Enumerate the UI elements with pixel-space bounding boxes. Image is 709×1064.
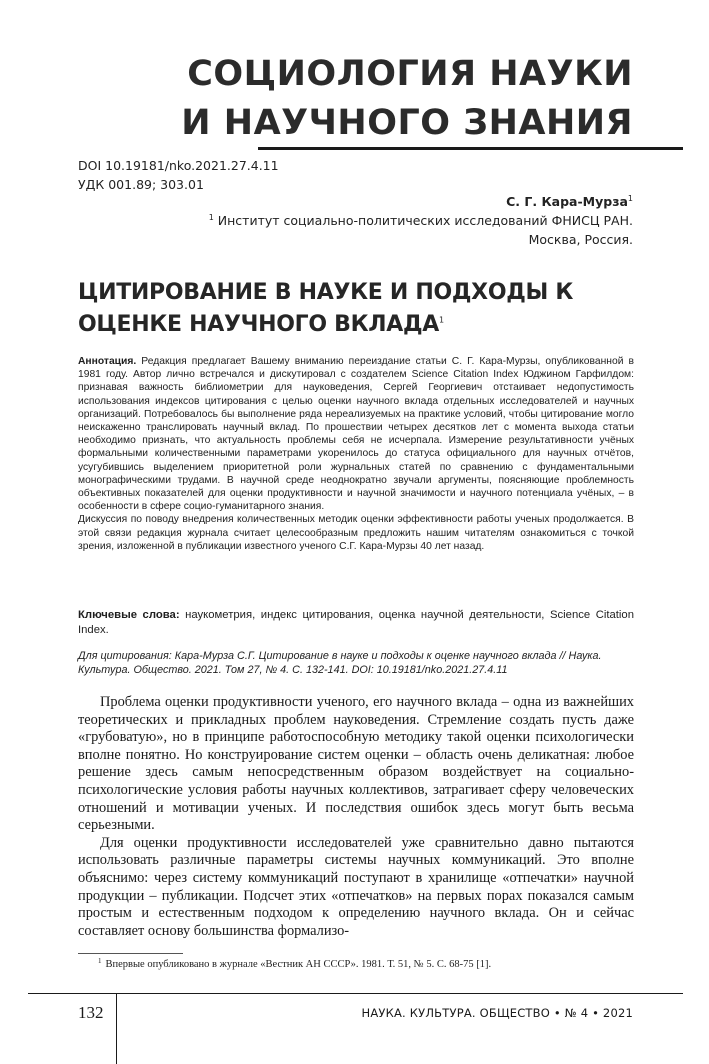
abstract-label: Аннотация. — [78, 356, 137, 367]
abstract-paragraph-1: Редакция предлагает Вашему вниманию переиздание статьи С. Г. Кара-Мурзы, опубликованной в 1981 году. Автор лично встречался и дискутировал с создателем Science Citation Index Юджином Гарфилдом: признавая важность библиометрии для науковедения, Сергей Георгиевич отстаивает недопустимость использования индексов цитирования с целью оценки научного вклада отдельных исследователей и научных организаций. Потребовалось бы выполнение ряда нереализуемых на практике условий, чтобы цитирование могло неискаженно транслировать научный вклад. По прошествии четырех десятков лет с момента выхода статьи необходимо признать, что актуальность проблемы себя не исчерпала. Измерение результативности учёных формальными количественными параметрами укоренилось до статуса официального для научных отчётов, усугубившись выделением приоритетной роли журнальных статей по сравнению с фундаментальными монографическими трудами. В научной среде неоднократно звучали аргументы, поясняющие проблемность объективных показателей для оценки продуктивности и научной значимости и научного потенциала учёных, – в особенности в сфере социо-гуманитарного знания. — [78, 356, 634, 513]
section-title-line2: И НАУЧНОГО ЗНАНИЯ — [181, 103, 633, 143]
footnote-mark: 1 — [98, 956, 102, 965]
affiliation-mark: 1 — [208, 212, 214, 222]
page-number: 132 — [78, 1003, 104, 1022]
author-name: С. Г. Кара-Мурза — [506, 194, 628, 209]
footer-divider — [28, 993, 683, 994]
footnote — [98, 958, 638, 972]
footer-vertical-divider — [116, 993, 117, 1064]
keywords-text: наукометрия, индекс цитирования, оценка научной деятельности, Science Citation Index. — [78, 609, 635, 636]
author-block — [113, 192, 633, 249]
body-paragraph-2: Для оценки продуктивности исследователей уже сравнительно давно пытаются использовать различные параметры системы научных коммуникаций. Это вполне объяснимо: через систему коммуникаций поступают в хранилище «отпечатки» научной продукции – публикации. Подсчет этих «отпечатков» на первых порах показался самым простым и естественным подходом к определению научного вклада. Он и сейчас составляет основу большинства формализо- — [78, 834, 634, 939]
author-mark: 1 — [627, 193, 633, 203]
article-title-text: ЦИТИРОВАНИЕ В НАУКЕ И ПОДХОДЫ К ОЦЕНКЕ НАУЧНОГО ВКЛАДА — [78, 280, 574, 337]
article-meta — [78, 156, 279, 194]
article-title — [78, 277, 678, 341]
abstract — [78, 355, 634, 553]
doi-link[interactable]: DOI 10.19181/nko.2021.27.4.11 — [78, 158, 279, 173]
author-city: Москва, Россия. — [528, 232, 633, 247]
section-title-line1: СОЦИОЛОГИЯ НАУКИ — [187, 54, 633, 94]
section-divider — [258, 147, 683, 150]
article-body — [78, 694, 634, 940]
body-paragraph-1: Проблема оценки продуктивности ученого, его научного вклада – одна из важнейших теоретических и прикладных проблем науковедения. Стремление создать пусть даже «грубоватую», но в принципе работоспособную методику такой оценки психологически вполне понятно. Но конструирование систем оценки – область очень деликатная: любое решение здесь самым непосредственным образом воздействует на социально-психологические условия работы научных коллективов, затрагивает сферу человеческих отношений и мотивации ученых. И последствия ошибок здесь могут быть весьма серьезными. — [78, 694, 634, 834]
keywords — [78, 608, 634, 637]
title-footnote-mark[interactable]: 1 — [438, 315, 444, 325]
abstract-paragraph-2: Дискуссия по поводу внедрения количественных методик оценки эффективности работы ученых продолжается. В этой связи редакция журнала считает целесообразным предложить нашим читателям ознакомиться с точкой зрения, изложенной в публикации известного ученого С.Г. Кара-Мурзы 40 лет назад. — [78, 514, 634, 552]
section-title — [73, 50, 633, 148]
author-affiliation: Институт социально-политических исследований ФНИСЦ РАН. — [217, 213, 633, 228]
udk-code: УДК 001.89; 303.01 — [78, 177, 204, 192]
footnote-divider — [78, 953, 183, 954]
keywords-label: Ключевые слова: — [78, 609, 180, 621]
citation-note: Для цитирования: Кара-Мурза С.Г. Цитирование в науке и подходы к оценке научного вклада // Наука. Культура. Общество. 2021. Том 27, № 4. С. 132-141. DOI: 10.19181/nko.2021.27.4.11 — [78, 650, 602, 676]
journal-name: НАУКА. КУЛЬТУРА. ОБЩЕСТВО • № 4 • 2021 — [361, 1006, 633, 1020]
footnote-text: Впервые опубликовано в журнале «Вестник АН СССР». 1981. Т. 51, № 5. С. 68-75 [1]. — [105, 959, 492, 970]
